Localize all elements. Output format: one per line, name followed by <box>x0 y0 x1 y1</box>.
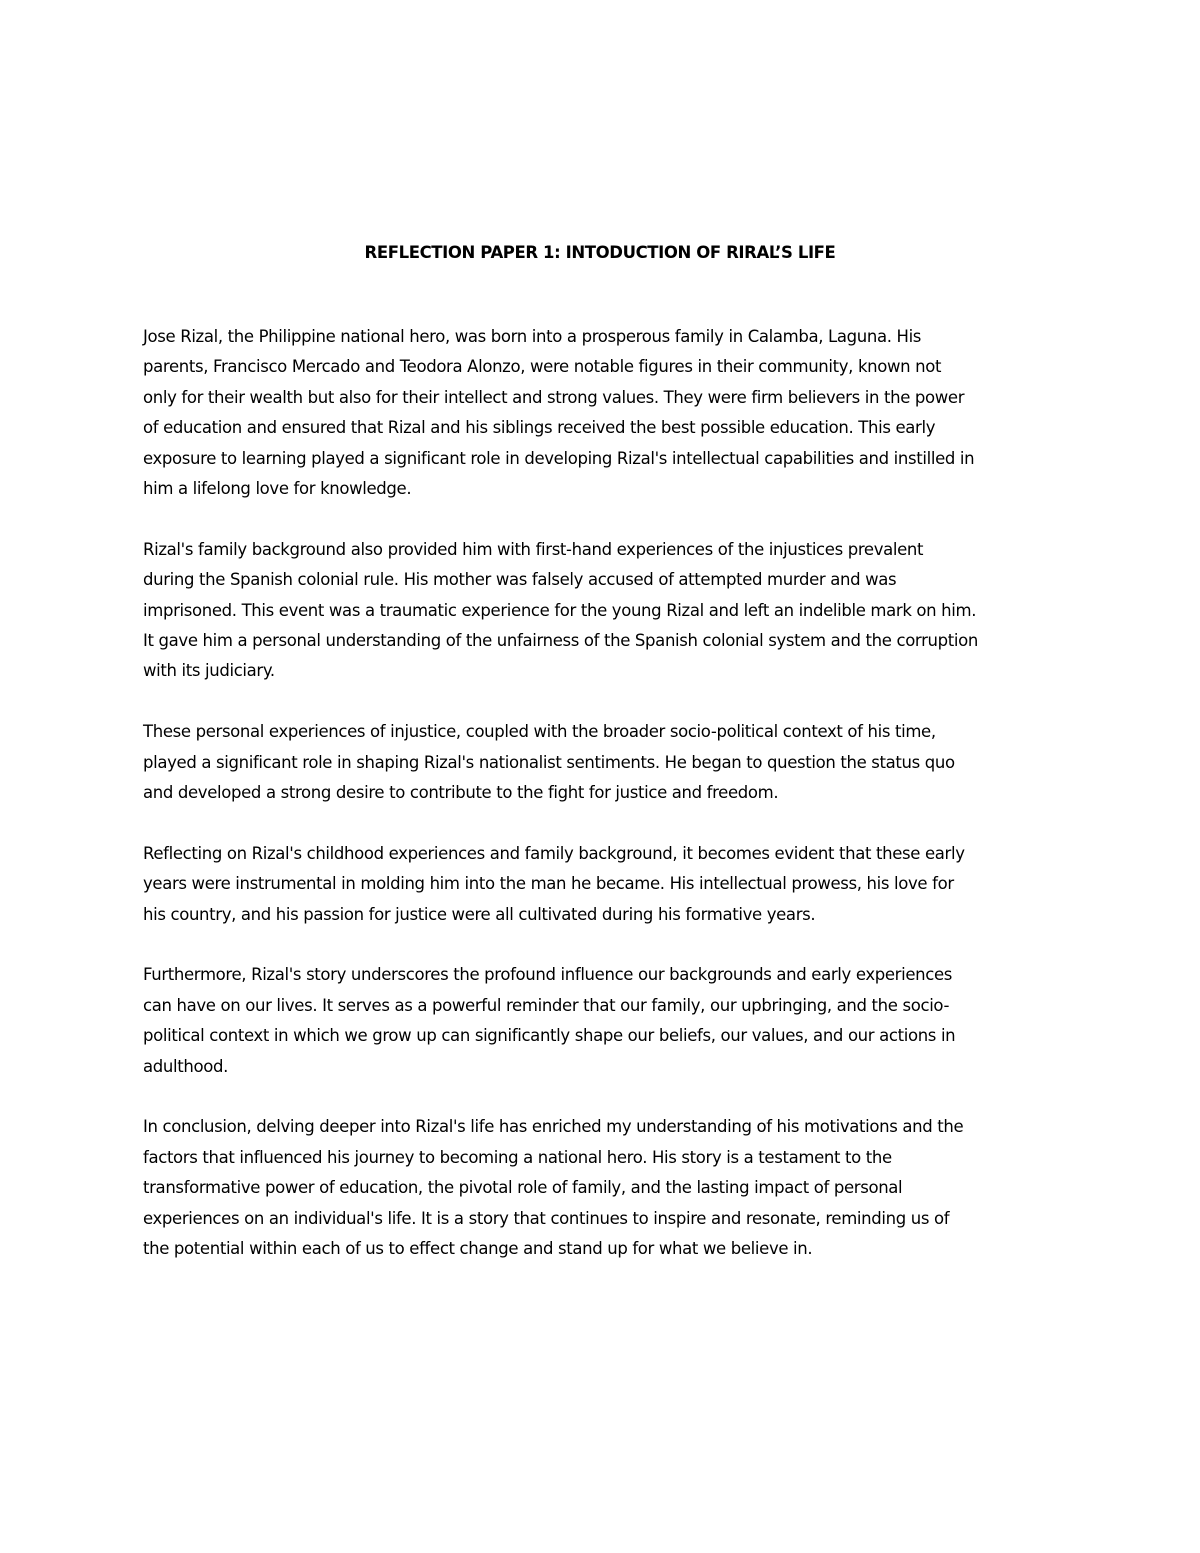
paragraph-line: Rizal's family background also provided him with first-hand experiences of the injustices prevalent <box>143 539 924 559</box>
paragraph-line: his country, and his passion for justice were all cultivated during his formative years. <box>143 904 816 924</box>
paragraph-line: years were instrumental in molding him into the man he became. His intellectual prowess, his love for <box>143 874 954 894</box>
document-title: REFLECTION PAPER 1: INTODUCTION OF RIRAL’S LIFE <box>364 243 836 262</box>
paragraph-line: during the Spanish colonial rule. His mother was falsely accused of attempted murder and was <box>143 570 897 590</box>
paragraph-line: It gave him a personal understanding of the unfairness of the Spanish colonial system and the corruption <box>143 631 978 651</box>
paragraph-line: only for their wealth but also for their intellect and strong values. They were firm believers in the power <box>143 387 965 407</box>
paragraph-line: and developed a strong desire to contribute to the fight for justice and freedom. <box>143 783 779 803</box>
paragraph-line: the potential within each of us to effect change and stand up for what we believe in. <box>143 1239 813 1259</box>
paragraph-line: exposure to learning played a significant role in developing Rizal's intellectual capabilities and instilled in <box>143 448 975 468</box>
document-body <box>143 322 1078 1295</box>
paragraph <box>143 1112 1078 1264</box>
paragraph-line: of education and ensured that Rizal and his siblings received the best possible education. This early <box>143 418 936 438</box>
paragraph-line: These personal experiences of injustice, coupled with the broader socio-political context of his time, <box>143 722 936 742</box>
paragraph-line: him a lifelong love for knowledge. <box>143 479 412 499</box>
paragraph-line: transformative power of education, the pivotal role of family, and the lasting impact of personal <box>143 1178 903 1198</box>
paragraph-line: In conclusion, delving deeper into Rizal's life has enriched my understanding of his motivations and the <box>143 1117 964 1137</box>
paragraph-line: adulthood. <box>143 1056 228 1076</box>
paragraph-line: played a significant role in shaping Rizal's nationalist sentiments. He began to question the status quo <box>143 752 955 772</box>
paragraph <box>143 839 1078 930</box>
paragraph <box>143 322 1078 504</box>
paragraph-line: with its judiciary. <box>143 661 275 681</box>
paragraph <box>143 717 1078 808</box>
paragraph <box>143 960 1078 1082</box>
paragraph-line: Reflecting on Rizal's childhood experiences and family background, it becomes evident that these early <box>143 843 965 863</box>
paragraph-line: experiences on an individual's life. It is a story that continues to inspire and resonate, reminding us of <box>143 1208 950 1228</box>
paragraph-line: Jose Rizal, the Philippine national hero, was born into a prosperous family in Calamba, Laguna. His <box>143 327 922 346</box>
paragraph-line: Furthermore, Rizal's story underscores the profound influence our backgrounds and early experiences <box>143 965 953 985</box>
paragraph-line: parents, Francisco Mercado and Teodora Alonzo, were notable figures in their community, known not <box>143 357 942 377</box>
paragraph-line: can have on our lives. It serves as a powerful reminder that our family, our upbringing, and the socio- <box>143 995 950 1015</box>
paragraph-line: factors that influenced his journey to becoming a national hero. His story is a testament to the <box>143 1147 892 1167</box>
paragraph-line: imprisoned. This event was a traumatic experience for the young Rizal and left an indelible mark on him. <box>143 600 977 620</box>
paragraph <box>143 535 1078 687</box>
paragraph-line: political context in which we grow up can significantly shape our beliefs, our values, and our actions in <box>143 1026 956 1046</box>
